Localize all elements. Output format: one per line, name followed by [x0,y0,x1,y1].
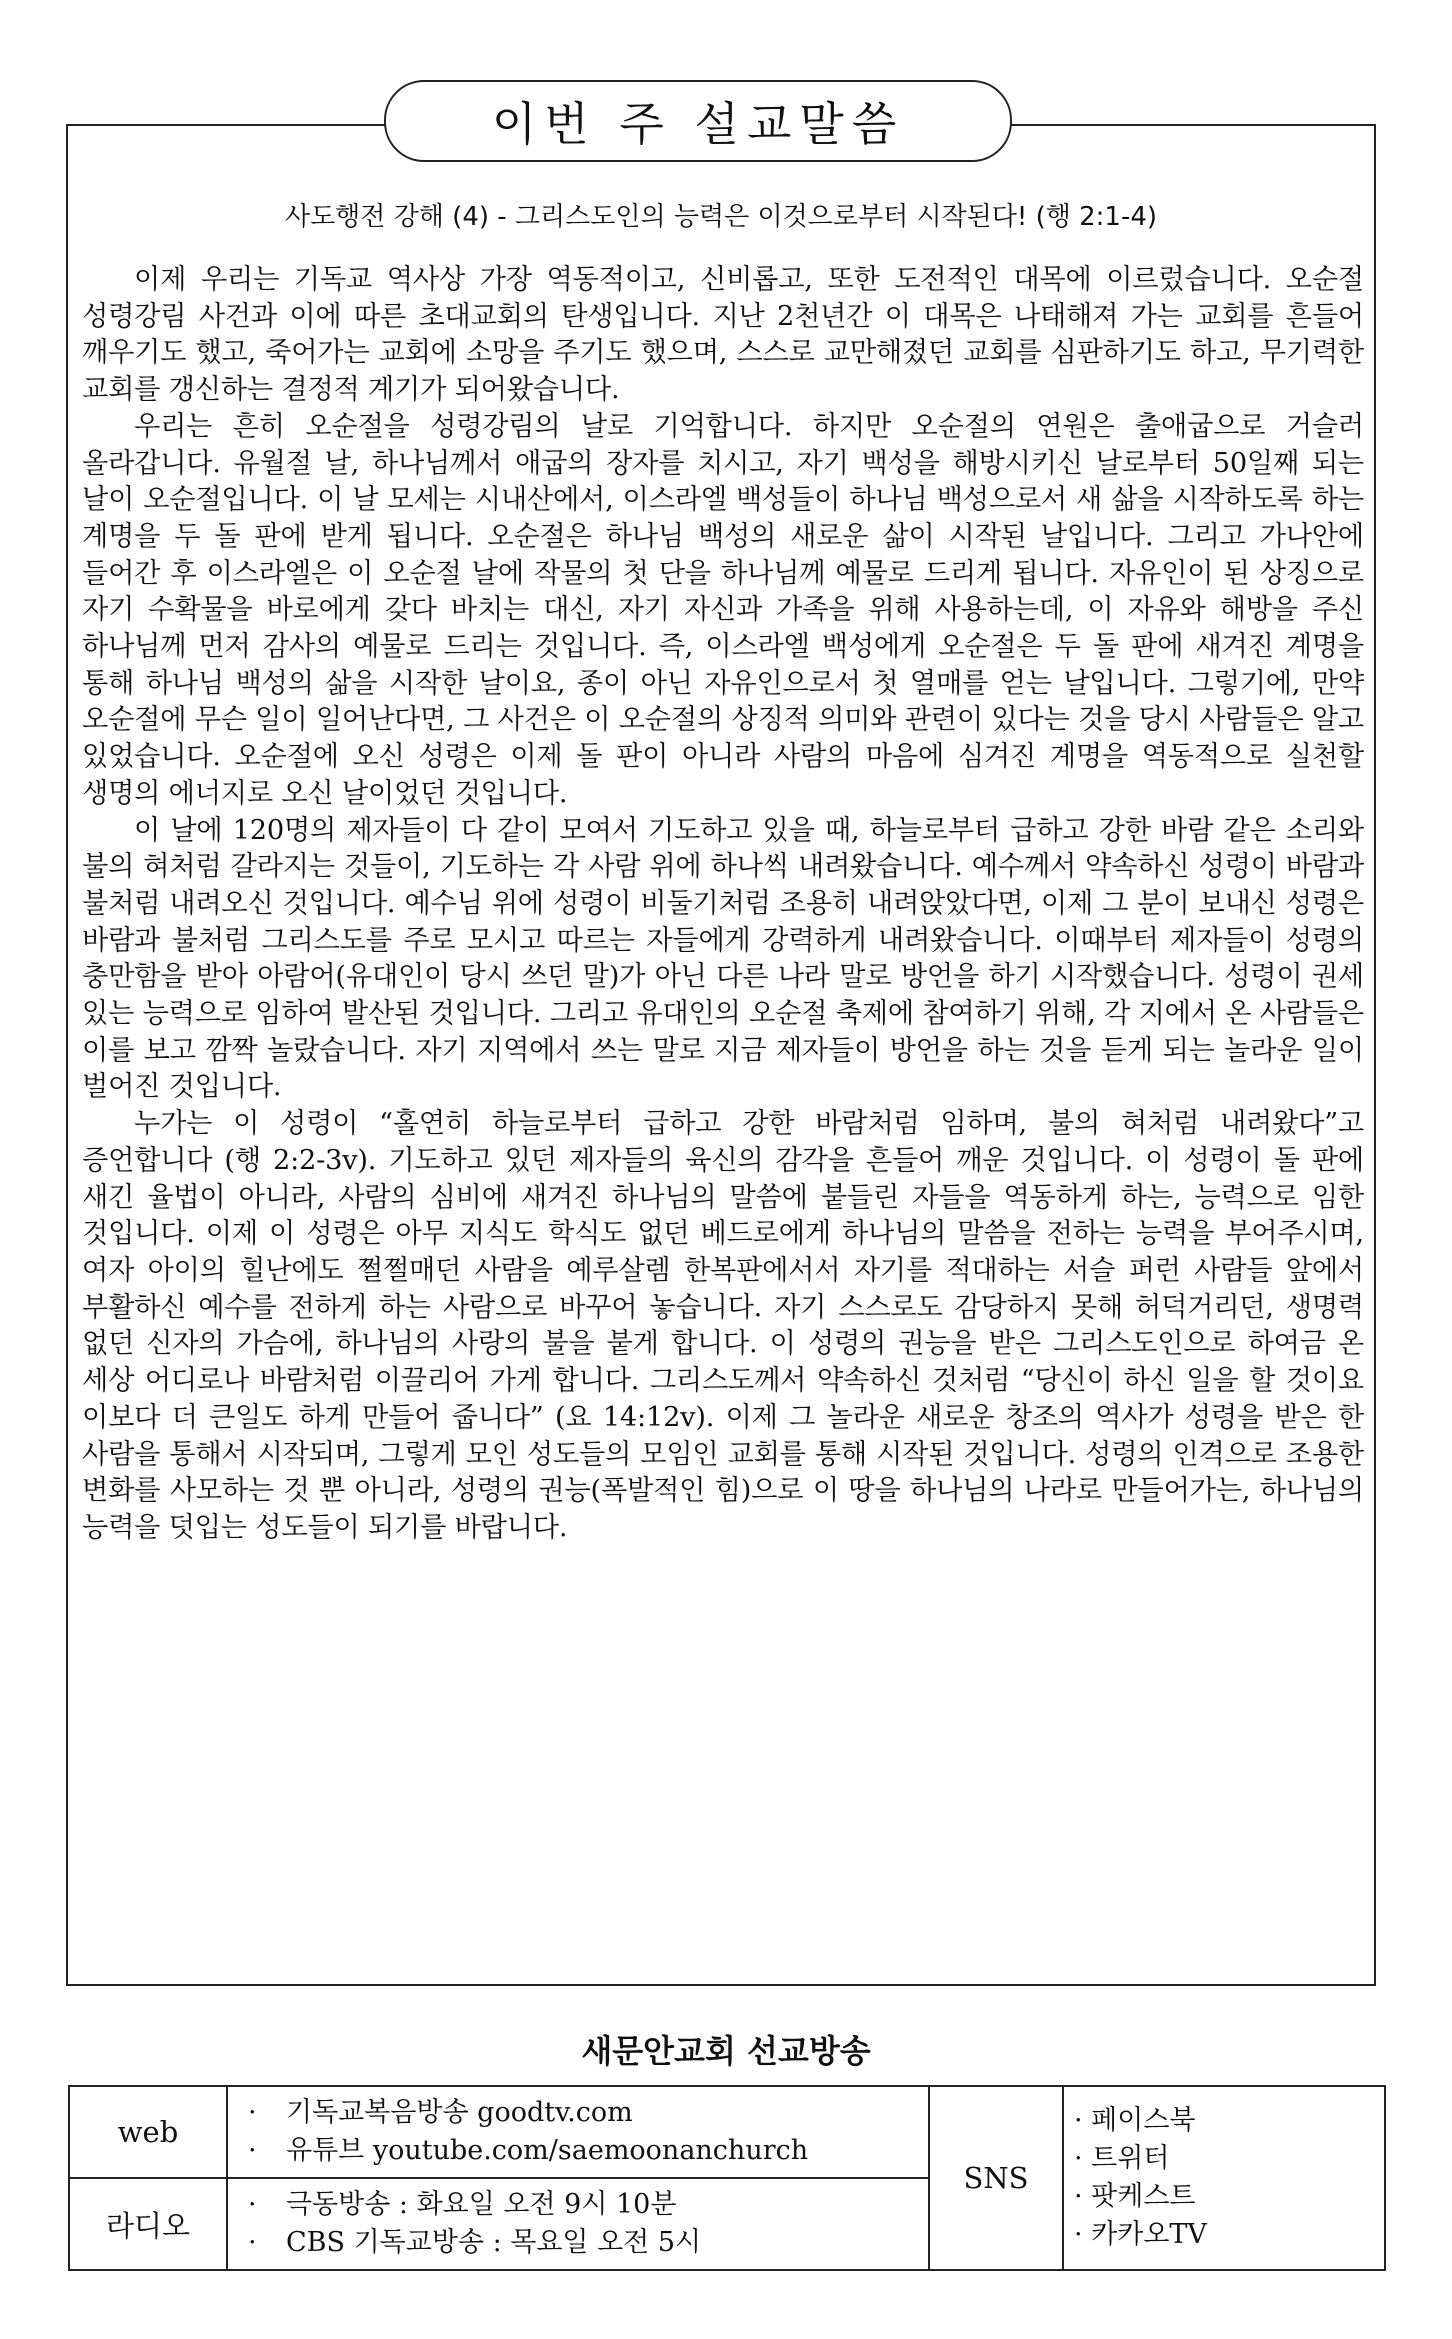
web-item-goodtv: · 기독교복음방송 goodtv.com [238,2094,918,2132]
radio-item-cbs: · CBS 기독교방송 : 목요일 오전 5시 [238,2224,918,2262]
sermon-paragraph: 이제 우리는 기독교 역사상 가장 역동적이고, 신비롭고, 또한 도전적인 대목에 이르렀습니다. 오순절 성령강림 사건과 이에 따른 초대교회의 탄생입니다. 지난 2천년간 이 대목은 나태해져 가는 교회를 흔들어 깨우기도 했고, 죽어가는 교회에 소망을 주기도 했으며, 스스로 교만해졌던 교회를 심판하기도 하고, 무기력한 교회를 갱신하는 결정적 계기가 되어왔습니다. [82,264,1364,406]
web-cell [227,2086,929,2178]
web-item-youtube: · 유튜브 youtube.com/saemoonanchurch [238,2132,918,2170]
sermon-paragraph: 누가는 이 성령이 “홀연히 하늘로부터 급하고 강한 바람처럼 임하며, 불의 혀처럼 내려왔다”고 증언합니다 (행 2:2-3v). 기도하고 있던 제자들의 육신의 감각을 흔들어 깨운 것입니다. 이 성령이 돌 판에 새긴 율법이 아니라, 사람의 심비에 새겨진 하나님의 말씀에 붙들린 자들을 역동하게 하는, 능력으로 임한 것입니다. 이제 이 성령은 아무 지식도 학식도 없던 베드로에게 하나님의 말씀을 전하는 능력을 부어주시며, 여자 아이의 힐난에도 쩔쩔매던 사람을 예루살렘 한복판에서서 자기를 적대하는 서슬 퍼런 사람들 앞에서 부활하신 예수를 전하게 하는 사람으로 바꾸어 놓습니다. 자기 스스로도 감당하지 못해 허덕거리던, 생명력 없던 신자의 가슴에, 하나님의 사랑의 불을 붙게 합니다. 이 성령의 권능을 받은 그리스도인으로 하여금 온 세상 어디로나 바람처럼 이끌리어 가게 합니다. 그리스도께서 약속하신 것처럼 “당신이 하신 일을 할 것이요 이보다 더 큰일도 하게 만들어 줍니다” (요 14:12v). 이제 그 놀라운 새로운 창조의 역사가 성령을 받은 한 사람을 통해서 시작되며, 그렇게 모인 성도들의 모임인 교회를 통해 시작된 것입니다. 성령의 인격으로 조용한 변화를 사모하는 것 뿐 아니라, 성령의 권능(폭발적인 힘)으로 이 땅을 하나님의 나라로 만들어가는, 하나님의 능력을 덧입는 성도들이 되기를 바랍니다. [82,1108,1364,1543]
radio-item-febc: · 극동방송 : 화요일 오전 9시 10분 [238,2186,918,2224]
sermon-body [82,262,1364,1952]
sns-item-twitter: · 트위터 [1074,2140,1374,2178]
sns-item-podcast: · 팟케스트 [1074,2178,1374,2216]
sns-item-facebook: · 페이스북 [1074,2102,1374,2140]
broadcast-title: 새문안교회 선교방송 [581,2032,871,2070]
sns-label: SNS [929,2086,1063,2270]
sermon-paragraph: 이 날에 120명의 제자들이 다 같이 모여서 기도하고 있을 때, 하늘로부터 급하고 강한 바람 같은 소리와 불의 혀처럼 갈라지는 것들이, 기도하는 각 사람 위에 하나씩 내려왔습니다. 예수께서 약속하신 성령이 바람과 불처럼 내려오신 것입니다. 예수님 위에 성령이 비둘기처럼 조용히 내려앉았다면, 이제 그 분이 보내신 성령은 바람과 불처럼 그리스도를 주로 모시고 따르는 자들에게 강력하게 내려왔습니다. 이때부터 제자들이 성령의 충만함을 받아 아람어(유대인이 당시 쓰던 말)가 아닌 다른 나라 말로 방언을 하기 시작했습니다. 성령이 권세 있는 능력으로 임하여 발산된 것입니다. 그리고 유대인의 오순절 축제에 참여하기 위해, 각 지에서 온 사람들은 이를 보고 깜짝 놀랐습니다. 자기 지역에서 쓰는 말로 지금 제자들이 방언을 하는 것을 듣게 되는 놀라운 일이 벌어진 것입니다. [82,814,1364,1103]
sermon-subtitle: 사도행전 강해 (4) - 그리스도인의 능력은 이것으로부터 시작된다! (행 2:1-4) [284,202,1158,232]
web-row [69,2086,1385,2178]
radio-label: 라디오 [69,2178,227,2270]
sermon-paragraph: 우리는 흔히 오순절을 성령강림의 날로 기억합니다. 하지만 오순절의 연원은 출애굽으로 거슬러 올라갑니다. 유월절 날, 하나님께서 애굽의 장자를 치시고, 자기 백성을 해방시키신 날로부터 50일째 되는 날이 오순절입니다. 이 날 모세는 시내산에서, 이스라엘 백성들이 하나님 백성으로서 새 삶을 시작하도록 하는 계명을 두 돌 판에 받게 됩니다. 오순절은 하나님 백성의 새로운 삶이 시작된 날입니다. 그리고 가나안에 들어간 후 이스라엘은 이 오순절 날에 작물의 첫 단을 하나님께 예물로 드리게 됩니다. 자유인이 된 상징으로 자기 수확물을 바로에게 갖다 바치는 대신, 자기 자신과 가족을 위해 사용하는데, 이 자유와 해방을 주신 하나님께 먼저 감사의 예물로 드리는 것입니다. 즉, 이스라엘 백성에게 오순절은 두 돌 판에 새겨진 계명을 통해 하나님 백성의 삶을 시작한 날이요, 종이 아닌 자유인으로서 첫 열매를 얻는 날입니다. 그렇기에, 만약 오순절에 무슨 일이 일어난다면, 그 사건은 이 오순절의 상징적 의미와 관련이 있다는 것을 당시 사람들은 알고 있었습니다. 오순절에 오신 성령은 이제 돌 판이 아니라 사람의 마음에 심겨진 계명을 역동적으로 실천할 생명의 에너지로 오신 날이었던 것입니다. [82,410,1364,809]
radio-cell [227,2178,929,2270]
web-label: web [69,2086,227,2178]
broadcast-table [68,2085,1386,2271]
sns-item-kakaotv: · 카카오TV [1074,2216,1374,2254]
sns-cell [1063,2086,1385,2270]
title-tab [384,80,1012,162]
page-title: 이번 주 설교말씀 [491,97,905,151]
